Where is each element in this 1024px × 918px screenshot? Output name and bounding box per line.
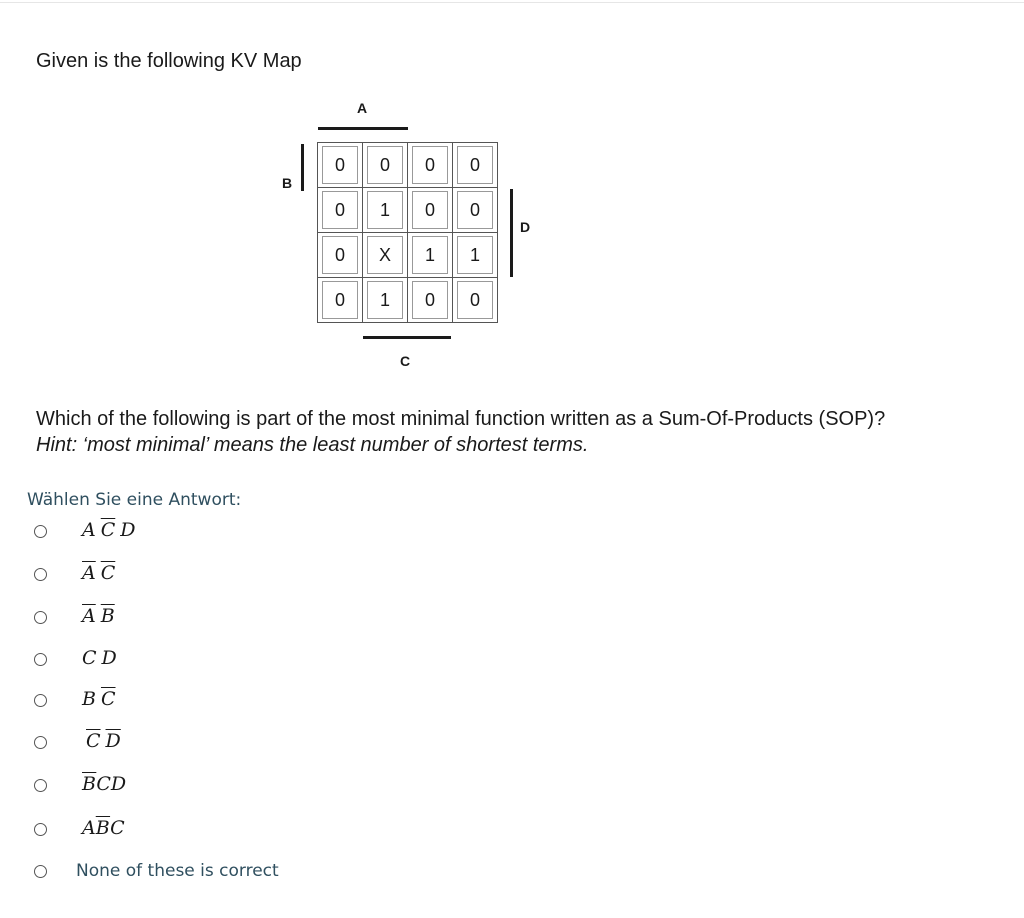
radio-button[interactable] <box>34 694 47 707</box>
term-var-negated: $\overline{C}$ <box>100 519 116 541</box>
answer-option-5[interactable] <box>32 685 116 715</box>
kv-cell: 0 <box>322 146 358 184</box>
radio-button[interactable] <box>34 823 47 836</box>
intro-text: Given is the following KV Map <box>36 50 302 72</box>
kv-cell: 0 <box>412 191 448 229</box>
kv-cell: 0 <box>322 236 358 274</box>
option-term <box>82 773 126 795</box>
radio-button[interactable] <box>34 568 47 581</box>
kv-cell: X <box>367 236 403 274</box>
kv-cell: 1 <box>367 281 403 319</box>
kv-cell: 0 <box>412 281 448 319</box>
term-var-negated: $\overline{C}$ <box>86 730 101 752</box>
kv-bar-b <box>301 144 304 191</box>
option-term <box>86 730 121 752</box>
kv-cell: 0 <box>457 191 493 229</box>
term-var-negated: $\overline{A}$ <box>82 605 96 627</box>
question-text: Which of the following is part of the most minimal function written as a Sum-Of-Products (SOP)? <box>36 408 886 430</box>
answer-option-1[interactable] <box>32 516 136 546</box>
answer-option-3[interactable] <box>32 602 115 632</box>
kv-cell: 1 <box>457 236 493 274</box>
answer-option-9[interactable] <box>32 856 279 886</box>
kv-cell: 0 <box>322 191 358 229</box>
term-var-negated: $\overline{A}$ <box>82 562 96 584</box>
option-term <box>82 688 116 710</box>
term-var: D <box>101 647 117 669</box>
kv-cell: 0 <box>457 281 493 319</box>
term-var: A <box>82 817 96 839</box>
term-var-negated: $\overline{B}$ <box>82 773 97 795</box>
option-term <box>82 519 136 541</box>
kv-row <box>318 233 498 278</box>
kv-cell: 0 <box>322 281 358 319</box>
kv-bar-c <box>363 336 451 339</box>
term-var: D <box>120 519 136 541</box>
answer-option-2[interactable] <box>32 559 116 589</box>
term-var: A <box>82 519 96 541</box>
option-term <box>82 605 115 627</box>
radio-button[interactable] <box>34 525 47 538</box>
kv-map <box>0 0 1024 380</box>
answer-prompt: Wählen Sie eine Antwort: <box>27 490 242 510</box>
radio-button[interactable] <box>34 653 47 666</box>
kv-grid <box>317 142 498 323</box>
kv-cell: 0 <box>457 146 493 184</box>
kv-label-b: B <box>282 175 293 191</box>
radio-button[interactable] <box>34 736 47 749</box>
kv-bar-d <box>510 189 513 277</box>
kv-label-c: C <box>400 353 411 369</box>
term-var-negated: $\overline{B}$ <box>95 817 111 839</box>
answer-option-7[interactable] <box>32 770 127 800</box>
option-term <box>82 647 117 669</box>
answer-option-8[interactable] <box>32 814 125 844</box>
kv-row <box>318 188 498 233</box>
term-var-negated: $\overline{C}$ <box>100 562 116 584</box>
answer-option-4[interactable] <box>32 644 117 674</box>
kv-row <box>318 143 498 188</box>
kv-bar-a <box>318 127 408 130</box>
kv-row <box>318 278 498 323</box>
radio-button[interactable] <box>34 865 47 878</box>
kv-cell: 0 <box>367 146 403 184</box>
option-label: None of these is correct <box>76 861 279 881</box>
term-var: D <box>110 773 127 795</box>
term-var: B <box>82 688 96 710</box>
kv-label-d: D <box>520 219 531 235</box>
question <box>36 406 885 458</box>
term-var: C <box>82 647 97 669</box>
term-var-negated: $\overline{D}$ <box>105 730 121 752</box>
radio-button[interactable] <box>34 779 47 792</box>
answer-option-6[interactable] <box>32 727 121 757</box>
kv-cell: 0 <box>412 146 448 184</box>
term-var: C <box>96 773 111 795</box>
term-var: C <box>110 817 125 839</box>
option-term <box>82 817 125 839</box>
kv-cell: 1 <box>367 191 403 229</box>
term-var-negated: $\overline{B}$ <box>100 605 115 627</box>
question-hint: Hint: ‘most minimal’ means the least number of shortest terms. <box>36 434 589 456</box>
kv-label-a: A <box>357 100 368 116</box>
option-term <box>82 562 115 584</box>
kv-cell: 1 <box>412 236 448 274</box>
radio-button[interactable] <box>34 611 47 624</box>
term-var-negated: $\overline{C}$ <box>100 688 116 710</box>
